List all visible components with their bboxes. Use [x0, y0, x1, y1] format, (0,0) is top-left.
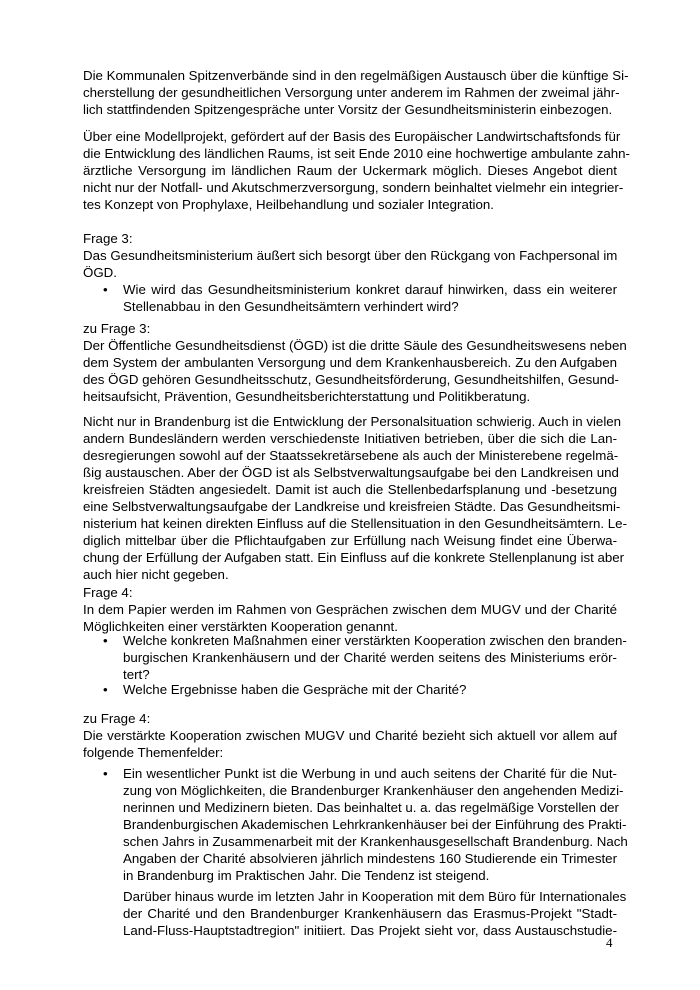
text-line: kreisfreien Städten angesiedelt. Damit ist auch die Stellenbedarfsplanung und -besetzung	[83, 482, 617, 497]
text-line: Wie wird das Gesundheitsministerium konkret darauf hinwirken, dass ein weiterer	[123, 282, 617, 297]
text-line: cherstellung der gesundheitlichen Versorgung unter anderem im Rahmen der zweimal jähr-	[83, 85, 620, 100]
text-line: Über eine Modellprojekt, gefördert auf der Basis des Europäischer Landwirtschaftsfonds für	[83, 129, 621, 144]
question-4	[83, 584, 617, 635]
text-line: nicht nur der Notfall- und Akutschmerzversorgung, sondern beinhaltet vielmehr ein integrier-	[83, 180, 624, 195]
answer-heading: zu Frage 3:	[83, 321, 151, 336]
question-3	[83, 230, 617, 281]
answer-heading: zu Frage 4:	[83, 711, 151, 726]
text-line: Der Öffentliche Gesundheitsdienst (ÖGD) ist die dritte Säule des Gesundheitswesens neben	[83, 338, 627, 353]
text-line: Nicht nur in Brandenburg ist die Entwicklung der Personalsituation schwierig. Auch in vielen	[83, 414, 622, 429]
text-line: tert?	[123, 667, 150, 682]
text-line: Die Kommunalen Spitzenverbände sind in den regelmäßigen Austausch über die künftige Si-	[83, 68, 629, 83]
text-line: ÖGD.	[83, 265, 117, 280]
text-line: schen Jahrs in Zusammenarbeit mit der Krankenhausgesellschaft Brandenburg. Nach	[123, 834, 628, 849]
text-line: Welche Ergebnisse haben die Gespräche mit der Charité?	[123, 682, 467, 697]
text-line: Möglichkeiten einer verstärkten Kooperation genannt.	[83, 619, 398, 634]
question-heading: Frage 3:	[83, 231, 133, 246]
text-line: Land-Fluss-Hauptstadtregion" initiiert. Das Projekt sieht vor, dass Austauschstudie-	[123, 923, 617, 938]
text-line: auch hier nicht gegeben.	[83, 567, 229, 582]
text-line: Das Gesundheitsministerium äußert sich besorgt über den Rückgang von Fachpersonal im	[83, 248, 618, 263]
text-line: zung von Möglichkeiten, die Brandenburger Krankenhäuser den angehenden Medizi-	[123, 783, 624, 798]
intro-paragraph-1	[83, 67, 629, 118]
text-line: Stellenabbau in den Gesundheitsämtern verhindert wird?	[123, 299, 459, 314]
answer-4	[83, 710, 617, 761]
text-line: heitsaufsicht, Prävention, Gesundheitsberichterstattung und Politikberatung.	[83, 389, 531, 404]
question-heading: Frage 4:	[83, 585, 133, 600]
answer-3-paragraph-2	[83, 413, 628, 583]
bullet-icon: •	[103, 633, 108, 648]
text-line: In dem Papier werden im Rahmen von Gesprächen zwischen dem MUGV und der Charité	[83, 602, 617, 617]
text-line: chung der Erfüllung der Aufgaben statt. Ein Einfluss auf die konkrete Stellenplanung ist aber	[83, 550, 625, 565]
text-line: ßig austauschen. Aber der ÖGD ist als Selbstverwaltungsaufgabe bei den Landkreisen und	[83, 465, 619, 480]
text-line: lich stattfindenden Spitzengespräche unter Vorsitz der Gesundheitsministerin einbezogen.	[83, 102, 613, 117]
text-line: Welche konkreten Maßnahmen einer verstärkten Kooperation zwischen den branden-	[123, 633, 627, 648]
text-line: burgischen Krankenhäusern und der Charité werden seitens des Ministeriums erör-	[123, 650, 617, 665]
bullet-icon: •	[103, 766, 108, 781]
answer-3	[83, 320, 627, 405]
text-line: Brandenburgischen Akademischen Lehrkrankenhäuser bei der Einführung des Prakti-	[123, 817, 627, 832]
text-line: nerinnen und Medizinern bieten. Das beinhaltet u. a. das regelmäßige Vorstellen der	[123, 800, 619, 815]
text-line: andern Bundesländern werden verschiedenste Initiativen betrieben, über die sich die Lan-	[83, 431, 617, 446]
text-line: Die verstärkte Kooperation zwischen MUGV und Charité bezieht sich aktuell vor allem auf	[83, 728, 617, 743]
text-line: tes Konzept von Prophylaxe, Heilbehandlung und sozialer Integration.	[83, 197, 494, 212]
text-line: Angaben der Charité absolvieren jährlich mindestens 160 Studierende ein Trimester	[123, 851, 617, 866]
text-line: dem System der ambulanten Versorgung und dem Krankenhausbereich. Zu den Aufgaben	[83, 355, 617, 370]
text-line: in Brandenburg im Praktischen Jahr. Die Tendenz ist steigend.	[123, 868, 490, 883]
text-line: nisterium hat keinen direkten Einfluss auf die Stellensituation in den Gesundheitsämtern. Le-	[83, 516, 628, 531]
text-line: der Charité und den Brandenburger Krankenhäusern das Erasmus-Projekt "Stadt-	[123, 906, 617, 921]
text-line: des ÖGD gehören Gesundheitsschutz, Gesundheitsförderung, Gesundheitshilfen, Gesund-	[83, 372, 619, 387]
intro-paragraph-2	[83, 128, 630, 213]
bullet-icon: •	[103, 282, 108, 297]
text-line: Ein wesentlicher Punkt ist die Werbung in und auch seitens der Charité für die Nut-	[123, 766, 617, 781]
text-line: desregierungen sowohl auf der Staatssekretärsebene als auch der Ministerebene regelmä-	[83, 448, 619, 463]
text-line: die Entwicklung des ländlichen Raums, ist seit Ende 2010 eine hochwertige ambulante zahn-	[83, 146, 630, 161]
text-line: eine Selbstverwaltungsaufgabe der Landkreise und kreisfreien Städte. Das Gesundheitsmi-	[83, 499, 621, 514]
text-line: Darüber hinaus wurde im letzten Jahr in Kooperation mit dem Büro für Internationales	[123, 889, 627, 904]
bullet-icon: •	[103, 682, 108, 697]
text-line: folgende Themenfelder:	[83, 745, 224, 760]
text-line: ärztliche Versorgung im ländlichen Raum der Uckermark möglich. Dieses Angebot dient	[83, 163, 617, 178]
text-line: diglich mittelbar über die Pflichtaufgaben zur Erfüllung nach Weisung findet eine Überwa-	[83, 533, 617, 548]
page-number: 4	[606, 935, 613, 950]
